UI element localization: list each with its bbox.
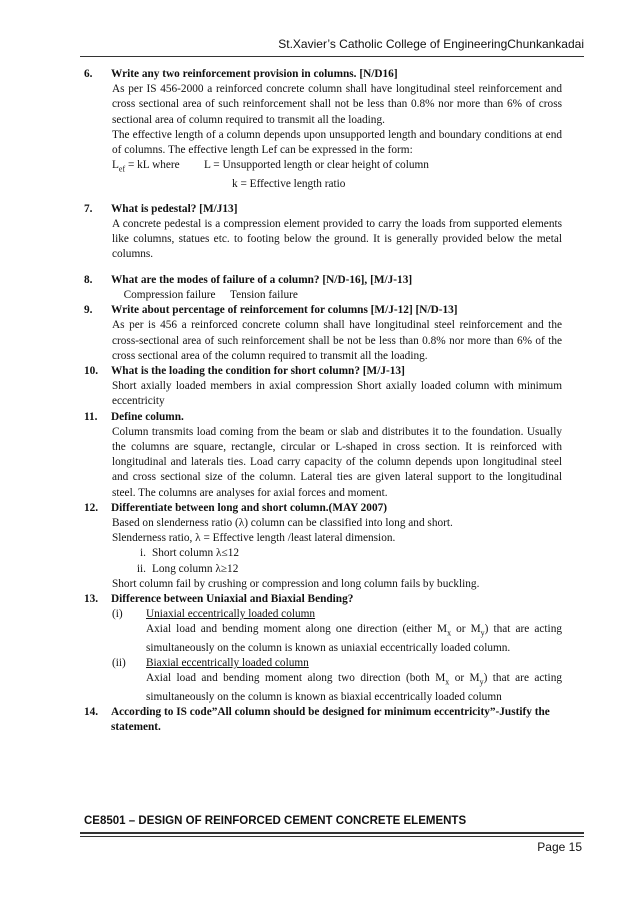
list-item-text: Short column λ≤12	[152, 547, 239, 560]
question-number: 13.	[84, 592, 99, 605]
footer-course-title: CE8501 – DESIGN OF REINFORCED CEMENT CONCRETE ELEMENTS	[84, 815, 467, 827]
list-item-text: Long column λ≥12	[152, 562, 239, 575]
subsection-uniaxial	[84, 607, 562, 656]
page-header: St.Xavier’s Catholic College of EngineeringChunkankadai	[278, 37, 584, 51]
question-number: 14.	[84, 705, 99, 718]
question-number: 11.	[84, 410, 98, 423]
question-text: Differentiate between long and short column.(MAY 2007)	[111, 501, 388, 514]
question-text: Write about percentage of reinforcement for columns [M/J-12] [N/D-13]	[111, 304, 458, 317]
answer-6-para2: The effective length of a column depends upon unsupported length and boundary conditions at end of columns. The effective length Lef can be expressed in the form:	[112, 128, 562, 157]
answer-10: Short axially loaded members in axial compression Short axially loaded column with minimum eccentricity	[112, 380, 562, 408]
question-14	[84, 705, 562, 735]
page-number: Page 15	[537, 840, 582, 854]
answer-7: A concrete pedestal is a compression element provided to carry the loads from supported elements like columns, statues etc. to footing below the ground. It is generally provided below the metal columns.	[112, 218, 562, 261]
question-9	[84, 303, 562, 318]
answer-12-line1: Based on slenderness ratio (λ) column can be classified into long and short.	[112, 516, 453, 529]
list-item	[84, 562, 562, 577]
question-text: Define column.	[111, 410, 184, 423]
subsection-biaxial	[84, 656, 562, 705]
formula-definition-k: k = Effective length ratio	[232, 177, 346, 190]
footer-divider	[80, 836, 584, 837]
question-13	[84, 592, 562, 607]
question-12	[84, 501, 562, 516]
question-text: Write any two reinforcement provision in columns. [N/D16]	[111, 68, 398, 80]
question-number: 7.	[84, 202, 93, 215]
formula-line	[84, 158, 562, 176]
formula-relation: = kL where	[125, 159, 180, 172]
question-8	[84, 273, 562, 288]
answer-12-line3: Short column fail by crushing or compression and long column fails by buckling.	[112, 577, 480, 590]
question-number: 6.	[84, 68, 93, 80]
header-divider	[80, 56, 584, 57]
list-item	[84, 546, 562, 561]
question-11	[84, 410, 562, 425]
answer-9: As per is 456 a reinforced concrete column shall have longitudinal steel reinforcement and the cross-sectional area of such reinforcement shall be not be less than 0.8% nor more than 6% of the cross sectional area of the column required to transmit all the loading.	[112, 319, 562, 362]
formula-definition-l: L = Unsupported length or clear height of column	[204, 159, 429, 172]
subsection-body: Axial load and bending moment along two direction (both $M_x$ or $M_y$) that are acting simultaneously on the column is known as biaxial eccentrically loaded column	[146, 672, 562, 703]
page-body	[84, 67, 562, 735]
subsection-number: (ii)	[112, 657, 126, 670]
answer-8: Compression failure Tension failure	[112, 288, 275, 301]
question-6	[84, 67, 562, 82]
formula-symbol: L	[112, 159, 119, 172]
question-text: Difference between Uniaxial and Biaxial Bending?	[111, 592, 354, 605]
question-text: What is the loading the condition for short column? [M/J-13]	[111, 364, 405, 377]
question-7	[84, 202, 562, 217]
question-text: What are the modes of failure of a column? [N/D-16], [M/J-13]	[111, 273, 413, 286]
question-10	[84, 364, 562, 379]
subsection-title: Uniaxial eccentrically loaded column	[146, 608, 316, 621]
list-item-number: i.	[140, 547, 146, 560]
question-number: 10.	[84, 364, 99, 377]
question-number: 9.	[84, 304, 93, 317]
list-item-number: ii.	[136, 562, 146, 575]
question-text: According to IS code”All column should be designed for minimum eccentricity”-Justify the statement.	[111, 705, 550, 734]
answer-11: Column transmits load coming from the beam or slab and distributes it to the foundation. Usually the columns are square, rectangle, circular or L-shaped in cross section. It is reinforced with longitudinal and laterals ties. Load carry capacity of the column depends upon longitudinal steel and cross sectional size of the column. Lateral ties are given lateral support to the longitudinal steel. The columns are analyses for axial forces and moment.	[112, 425, 562, 499]
subsection-title: Biaxial eccentrically loaded column	[146, 657, 309, 670]
formula-subscript: ef	[118, 164, 126, 174]
subsection-body: Axial load and bending moment along one direction (either $M_x$ or $M_y$) that are acting simultaneously on the column is known as uniaxial eccentrically loaded column.	[146, 623, 562, 654]
subsection-number: (i)	[112, 608, 123, 621]
footer-divider	[80, 832, 584, 834]
question-number: 8.	[84, 273, 93, 286]
answer-12-line2: Slenderness ratio, λ = Effective length /least lateral dimension.	[112, 532, 396, 545]
answer-6-para1: As per IS 456-2000 a reinforced concrete column shall have longitudinal steel reinforcement and cross sectional area of such reinforcement shall not be less than 0.8% nor more than 6% of cross sectional area of column required to transmit all the loading.	[112, 83, 562, 126]
question-text: What is pedestal? [M/J13]	[111, 202, 238, 215]
question-number: 12.	[84, 501, 99, 514]
